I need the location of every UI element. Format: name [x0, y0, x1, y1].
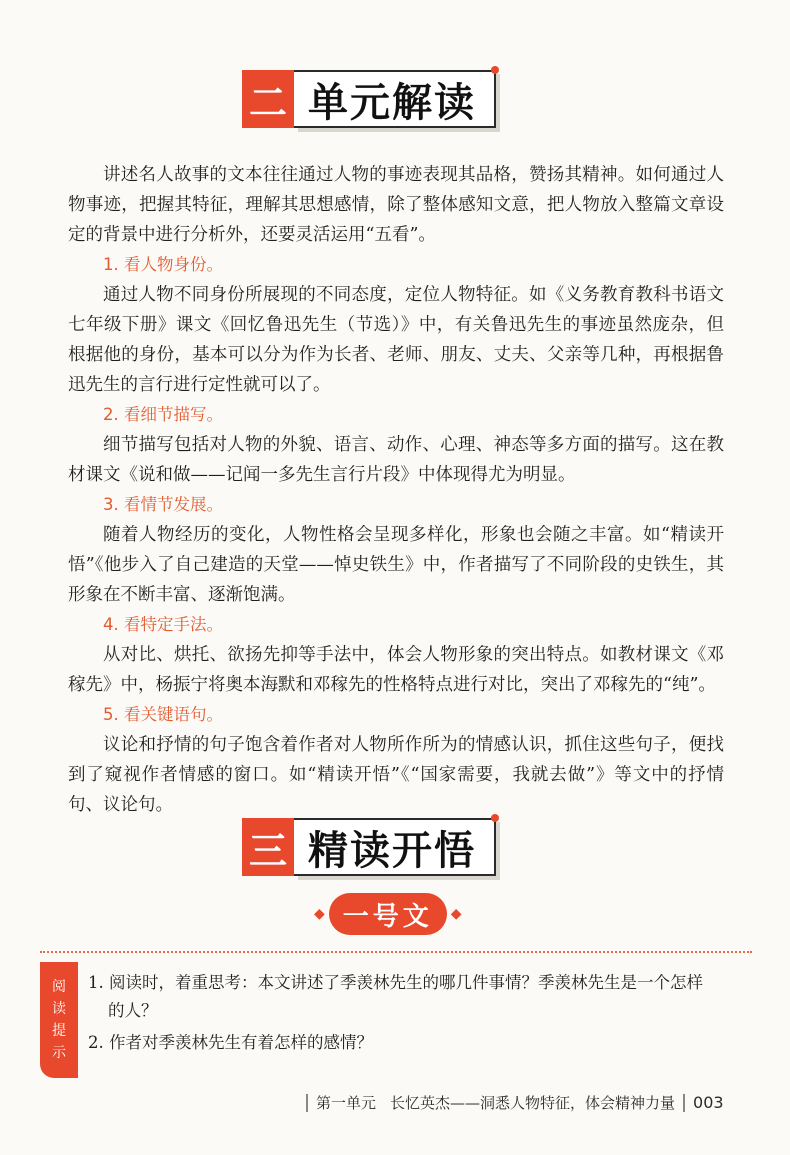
article-number-badge — [310, 893, 466, 935]
dotted-divider — [40, 951, 752, 953]
page-number: 003 — [693, 1093, 724, 1112]
section-heading-unit-interpretation — [242, 70, 496, 128]
intro-paragraph: 讲述名人故事的文本往往通过人物的事迹表现其品格，赞扬其精神。如何通过人物事迹，把握其特征，理解其思想感情，除了整体感知文意，把人物放入整篇文章设定的背景中进行分析外，还要灵活运用“五看”。 — [68, 165, 724, 245]
footer-separator — [683, 1094, 685, 1112]
section-heading-close-reading — [242, 818, 496, 876]
point-text: 细节描写包括对人物的外貌、语言、动作、心理、神态等多方面的描写。这在教材课文《说和做——记闻一多先生言行片段》中体现得尤为明显。 — [68, 435, 724, 485]
footer-subtitle: 长忆英杰——洞悉人物特征，体会精神力量 — [390, 1094, 676, 1112]
tip-line-continued: 的人？ — [108, 1001, 158, 1020]
point-text: 议论和抒情的句子饱含着作者对人物所作所为的情感认识，抓住这些句子，便找到了窥视作者情感的窗口。如“精读开悟”《“国家需要，我就去做”》等文中的抒情句、议论句。 — [68, 735, 724, 815]
point-heading: 2. 看细节描写。 — [103, 405, 223, 424]
section-number: 二 — [242, 70, 294, 128]
unit-interpretation-body — [68, 160, 724, 820]
section-title-box — [294, 818, 496, 876]
label-char: 提 — [52, 1023, 66, 1039]
point-text: 从对比、烘托、欲扬先抑等手法中，体会人物形象的突出特点。如教材课文《邓稼先》中，杨振宁将奥本海默和邓稼先的性格特点进行对比，突出了邓稼先的“纯”。 — [68, 645, 724, 695]
point-text: 通过人物不同身份所展现的不同态度，定位人物特征。如《义务教育教科书语文七年级下册》课文《回忆鲁迅先生（节选）》中，有关鲁迅先生的事迹虽然庞杂，但根据他的身份，基本可以分为作为长者、老师、朋友、丈夫、父亲等几种，再根据鲁迅先生的言行进行定性就可以了。 — [68, 285, 724, 395]
label-char: 阅 — [52, 979, 66, 995]
badge-ornament-right-icon: ◆ — [450, 906, 462, 922]
label-char: 读 — [52, 1001, 66, 1017]
tip-item — [88, 969, 738, 1025]
footer-separator — [306, 1094, 308, 1112]
tip-line: 1. 阅读时，着重思考：本文讲述了季羡林先生的哪几件事情？季羡林先生是一个怎样 — [88, 973, 703, 992]
dot-ornament-icon — [491, 814, 499, 822]
dot-ornament-icon — [491, 66, 499, 74]
section-title: 单元解读 — [308, 79, 476, 126]
section-title: 精读开悟 — [308, 827, 476, 874]
point-heading: 3. 看情节发展。 — [103, 495, 223, 514]
point-heading: 1. 看人物身份。 — [103, 255, 223, 274]
point-heading: 5. 看关键语句。 — [103, 705, 223, 724]
tip-line: 2. 作者对季羡林先生有着怎样的感情？ — [88, 1033, 373, 1052]
reading-tips-label — [40, 962, 78, 1078]
section-title-box — [294, 70, 496, 128]
footer-unit: 第一单元 — [316, 1094, 377, 1112]
reading-tips-list — [88, 969, 738, 1061]
page-footer — [298, 1092, 724, 1113]
label-char: 示 — [52, 1045, 66, 1061]
point-heading: 4. 看特定手法。 — [103, 615, 223, 634]
tip-item — [88, 1029, 738, 1057]
badge-ornament-left-icon: ◆ — [314, 906, 325, 922]
badge-pill: 一号文 — [329, 893, 447, 935]
section-number: 三 — [242, 818, 294, 876]
point-text: 随着人物经历的变化，人物性格会呈现多样化，形象也会随之丰富。如“精读开悟”《他步入了自己建造的天堂——悼史铁生》中，作者描写了不同阶段的史铁生，其形象在不断丰富、逐渐饱满。 — [68, 525, 724, 605]
